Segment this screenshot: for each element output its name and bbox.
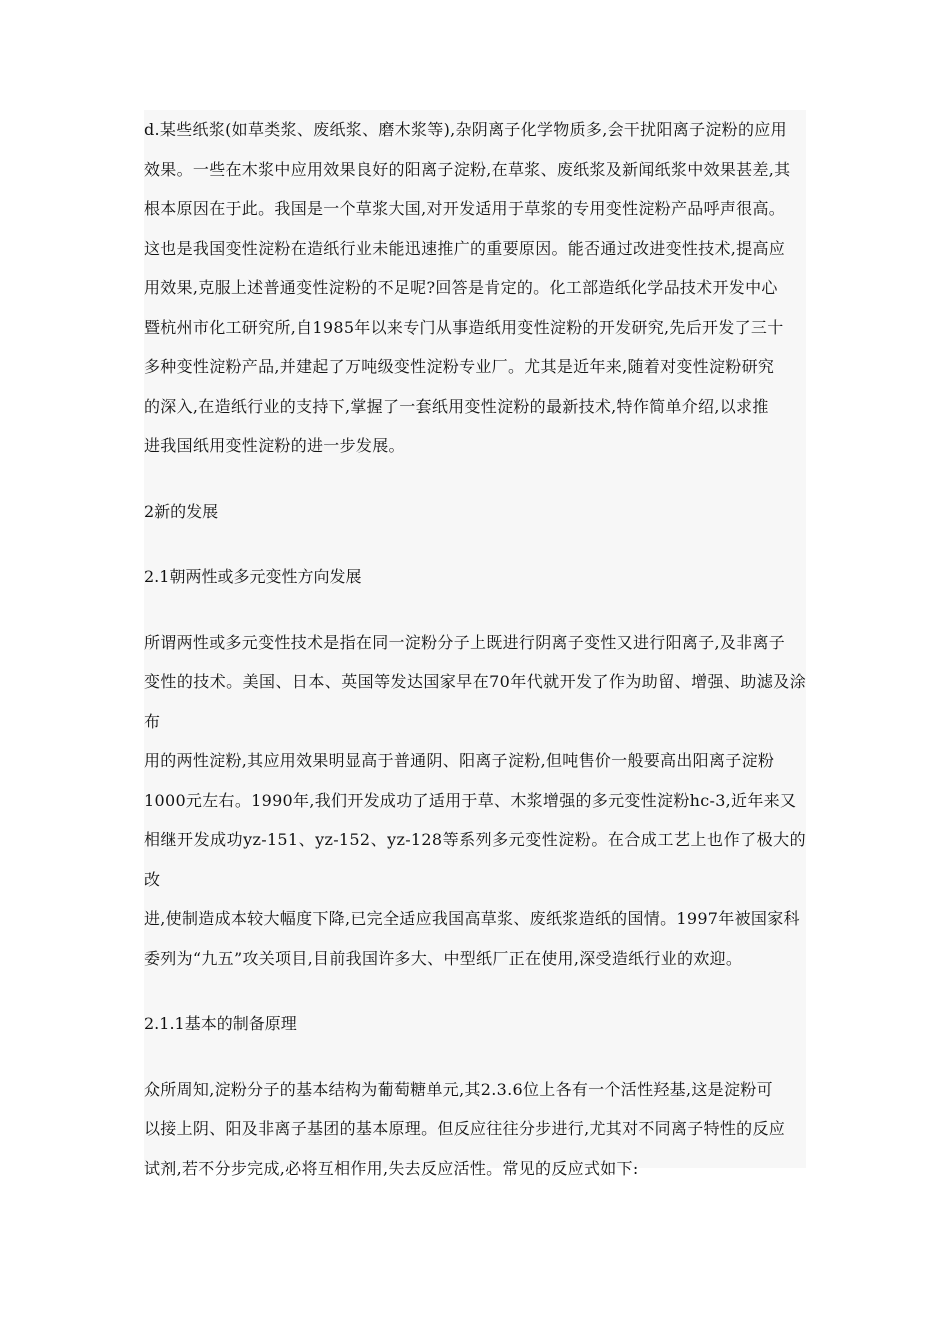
text-line: 根本原因在于此。我国是一个草浆大国,对开发适用于草浆的专用变性淀粉产品呼声很高。 xyxy=(144,199,786,218)
text-line: 用效果,克服上述普通变性淀粉的不足呢?回答是肯定的。化工部造纸化学品技术开发中心 xyxy=(144,278,778,297)
paragraph-principle xyxy=(144,1070,806,1189)
paragraph-gap xyxy=(144,978,806,1004)
text-line: 1000元左右。1990年,我们开发成功了适用于草、木浆增强的多元变性淀粉hc-3,近年来又 xyxy=(144,790,797,810)
heading-text: 2.1.1基本的制备原理 xyxy=(144,1014,297,1033)
text-line: 试剂,若不分步完成,必将互相作用,失去反应活性。常见的反应式如下: xyxy=(144,1158,639,1178)
subsection-heading-amphoteric xyxy=(144,557,806,597)
text-line: 多种变性淀粉产品,并建起了万吨级变性淀粉专业厂。尤其是近年来,随着对变性淀粉研究 xyxy=(144,357,775,376)
paragraph-amphoteric xyxy=(144,623,806,979)
text-line: 众所周知,淀粉分子的基本结构为葡萄糖单元,其2.3.6位上各有一个活性羟基,这是淀粉可 xyxy=(144,1079,773,1099)
text-line: 暨杭州市化工研究所,自1985年以来专门从事造纸用变性淀粉的开发研究,先后开发了三十 xyxy=(144,317,784,337)
text-line: 相继开发成功yz-151、yz-152、yz-128等系列多元变性淀粉。在合成工艺上也作了极大的改 xyxy=(144,830,806,889)
text-line: 用的两性淀粉,其应用效果明显高于普通阴、阳离子淀粉,但吨售价一般要高出阳离子淀粉 xyxy=(144,751,775,770)
subsubsection-heading-principle xyxy=(144,1004,806,1044)
paragraph-gap xyxy=(144,597,806,623)
paragraph-gap xyxy=(144,531,806,557)
text-line: 这也是我国变性淀粉在造纸行业未能迅速推广的重要原因。能否通过改进变性技术,提高应 xyxy=(144,238,786,258)
text-line: d.某些纸浆(如草类浆、废纸浆、磨木浆等),杂阴离子化学物质多,会干扰阳离子淀粉的应用 xyxy=(144,120,787,139)
text-line: 以接上阴、阳及非离子基团的基本原理。但反应往往分步进行,尤其对不同离子特性的反应 xyxy=(144,1119,786,1138)
heading-text: 2新的发展 xyxy=(144,501,219,521)
section-heading-new-development xyxy=(144,492,806,532)
paragraph-gap xyxy=(144,1044,806,1070)
text-line: 变性的技术。美国、日本、英国等发达国家早在70年代就开发了作为助留、增强、助滤及涂布 xyxy=(144,672,806,731)
heading-text: 2.1朝两性或多元变性方向发展 xyxy=(144,567,362,586)
text-line: 进我国纸用变性淀粉的进一步发展。 xyxy=(144,436,405,455)
paragraph-intro xyxy=(144,110,806,466)
text-line: 的深入,在造纸行业的支持下,掌握了一套纸用变性淀粉的最新技术,特作简单介绍,以求推 xyxy=(144,396,769,416)
paragraph-gap xyxy=(144,466,806,492)
document-content xyxy=(144,110,806,1178)
text-line: 所谓两性或多元变性技术是指在同一淀粉分子上既进行阴离子变性又进行阳离子,及非离子 xyxy=(144,632,786,652)
text-line: 效果。一些在木浆中应用效果良好的阳离子淀粉,在草浆、废纸浆及新闻纸浆中效果甚差,其 xyxy=(144,159,791,179)
text-line: 进,使制造成本较大幅度下降,已完全适应我国高草浆、废纸浆造纸的国情。1997年被国家科 xyxy=(144,909,800,928)
text-line: 委列为“九五”攻关项目,目前我国许多大、中型纸厂正在使用,深受造纸行业的欢迎。 xyxy=(144,948,743,968)
